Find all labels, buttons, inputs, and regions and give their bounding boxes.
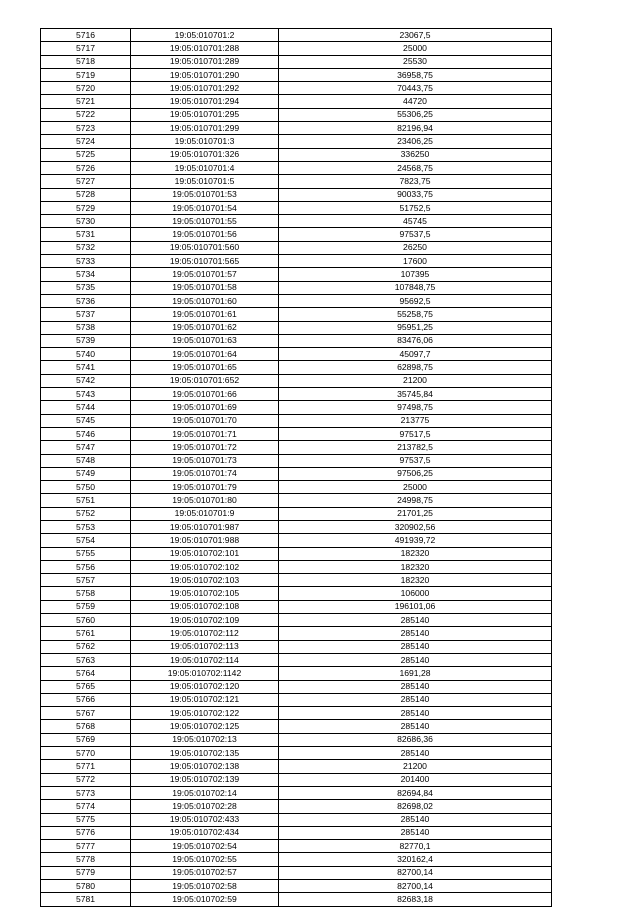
table-row [41,640,552,653]
table-row [41,95,552,108]
value-cell: 491939,72 [279,534,552,547]
table-row [41,627,552,640]
row-number-cell: 5745 [41,414,131,427]
cadastral-number-cell: 19:05:010701:652 [131,374,279,387]
cadastral-number-cell: 19:05:010701:70 [131,414,279,427]
table-row [41,321,552,334]
cadastral-number-cell: 19:05:010701:72 [131,441,279,454]
row-number-cell: 5729 [41,201,131,214]
table-row [41,108,552,121]
cadastral-number-cell: 19:05:010702:14 [131,786,279,799]
value-cell: 23406,25 [279,135,552,148]
value-cell: 285140 [279,614,552,627]
value-cell: 55258,75 [279,308,552,321]
value-cell: 62898,75 [279,361,552,374]
cadastral-number-cell: 19:05:010702:112 [131,627,279,640]
table-row [41,281,552,294]
cadastral-value-table [40,28,552,907]
table-row [41,401,552,414]
value-cell: 285140 [279,813,552,826]
row-number-cell: 5753 [41,520,131,533]
cadastral-number-cell: 19:05:010701:53 [131,188,279,201]
row-number-cell: 5759 [41,600,131,613]
cadastral-number-cell: 19:05:010702:102 [131,560,279,573]
row-number-cell: 5730 [41,215,131,228]
value-cell: 201400 [279,773,552,786]
row-number-cell: 5752 [41,507,131,520]
table-row [41,55,552,68]
value-cell: 285140 [279,680,552,693]
table-row [41,361,552,374]
value-cell: 83476,06 [279,334,552,347]
cadastral-number-cell: 19:05:010701:79 [131,481,279,494]
value-cell: 106000 [279,587,552,600]
table-row [41,255,552,268]
row-number-cell: 5768 [41,720,131,733]
value-cell: 82686,36 [279,733,552,746]
table-row [41,680,552,693]
cadastral-number-cell: 19:05:010702:120 [131,680,279,693]
table-row [41,374,552,387]
value-cell: 97537,5 [279,228,552,241]
table-row [41,893,552,906]
table-row [41,441,552,454]
table-row [41,547,552,560]
value-cell: 336250 [279,148,552,161]
value-cell: 107848,75 [279,281,552,294]
row-number-cell: 5734 [41,268,131,281]
row-number-cell: 5723 [41,122,131,135]
cadastral-number-cell: 19:05:010702:58 [131,880,279,893]
table-row [41,215,552,228]
table-row [41,853,552,866]
value-cell: 196101,06 [279,600,552,613]
cadastral-number-cell: 19:05:010701:64 [131,348,279,361]
row-number-cell: 5727 [41,175,131,188]
row-number-cell: 5747 [41,441,131,454]
row-number-cell: 5778 [41,853,131,866]
row-number-cell: 5767 [41,707,131,720]
table-row [41,760,552,773]
cadastral-number-cell: 19:05:010701:292 [131,82,279,95]
table-row [41,880,552,893]
cadastral-number-cell: 19:05:010702:109 [131,614,279,627]
table-row [41,747,552,760]
cadastral-number-cell: 19:05:010701:73 [131,454,279,467]
cadastral-number-cell: 19:05:010701:5 [131,175,279,188]
table-row [41,507,552,520]
row-number-cell: 5746 [41,427,131,440]
table-row [41,388,552,401]
cadastral-number-cell: 19:05:010701:289 [131,55,279,68]
value-cell: 36958,75 [279,68,552,81]
row-number-cell: 5735 [41,281,131,294]
value-cell: 213782,5 [279,441,552,454]
value-cell: 285140 [279,693,552,706]
table-row [41,574,552,587]
row-number-cell: 5733 [41,255,131,268]
row-number-cell: 5722 [41,108,131,121]
value-cell: 26250 [279,241,552,254]
cadastral-number-cell: 19:05:010702:113 [131,640,279,653]
table-row [41,667,552,680]
table-row [41,826,552,839]
row-number-cell: 5737 [41,308,131,321]
table-row [41,614,552,627]
cadastral-number-cell: 19:05:010702:1142 [131,667,279,680]
cadastral-number-cell: 19:05:010701:55 [131,215,279,228]
value-cell: 24568,75 [279,161,552,174]
row-number-cell: 5725 [41,148,131,161]
row-number-cell: 5758 [41,587,131,600]
cadastral-number-cell: 19:05:010702:55 [131,853,279,866]
cadastral-number-cell: 19:05:010702:108 [131,600,279,613]
table-body [41,29,552,907]
table-row [41,29,552,42]
value-cell: 1691,28 [279,667,552,680]
value-cell: 90033,75 [279,188,552,201]
cadastral-number-cell: 19:05:010701:988 [131,534,279,547]
table-row [41,454,552,467]
row-number-cell: 5776 [41,826,131,839]
value-cell: 82683,18 [279,893,552,906]
cadastral-number-cell: 19:05:010701:80 [131,494,279,507]
cadastral-number-cell: 19:05:010702:114 [131,653,279,666]
cadastral-number-cell: 19:05:010701:58 [131,281,279,294]
table-row [41,308,552,321]
value-cell: 21200 [279,374,552,387]
row-number-cell: 5742 [41,374,131,387]
table-row [41,653,552,666]
table-row [41,786,552,799]
value-cell: 21200 [279,760,552,773]
row-number-cell: 5750 [41,481,131,494]
value-cell: 44720 [279,95,552,108]
table-row [41,800,552,813]
cadastral-number-cell: 19:05:010701:4 [131,161,279,174]
cadastral-number-cell: 19:05:010701:71 [131,427,279,440]
table-row [41,135,552,148]
value-cell: 285140 [279,747,552,760]
row-number-cell: 5751 [41,494,131,507]
value-cell: 25000 [279,481,552,494]
value-cell: 285140 [279,826,552,839]
table-row [41,587,552,600]
row-number-cell: 5755 [41,547,131,560]
table-row [41,866,552,879]
row-number-cell: 5766 [41,693,131,706]
table-row [41,813,552,826]
cadastral-number-cell: 19:05:010701:565 [131,255,279,268]
value-cell: 97537,5 [279,454,552,467]
value-cell: 182320 [279,547,552,560]
value-cell: 45745 [279,215,552,228]
value-cell: 97498,75 [279,401,552,414]
row-number-cell: 5728 [41,188,131,201]
value-cell: 82694,84 [279,786,552,799]
cadastral-number-cell: 19:05:010701:290 [131,68,279,81]
table-row [41,294,552,307]
row-number-cell: 5762 [41,640,131,653]
row-number-cell: 5731 [41,228,131,241]
table-row [41,414,552,427]
row-number-cell: 5761 [41,627,131,640]
table-row [41,773,552,786]
cadastral-number-cell: 19:05:010702:433 [131,813,279,826]
cadastral-number-cell: 19:05:010702:105 [131,587,279,600]
row-number-cell: 5764 [41,667,131,680]
cadastral-number-cell: 19:05:010701:295 [131,108,279,121]
value-cell: 82700,14 [279,866,552,879]
table-row [41,268,552,281]
table-row [41,122,552,135]
table-row [41,600,552,613]
table-row [41,348,552,361]
cadastral-number-cell: 19:05:010701:65 [131,361,279,374]
row-number-cell: 5743 [41,388,131,401]
cadastral-number-cell: 19:05:010702:138 [131,760,279,773]
value-cell: 107395 [279,268,552,281]
table-row [41,720,552,733]
cadastral-number-cell: 19:05:010701:66 [131,388,279,401]
row-number-cell: 5754 [41,534,131,547]
value-cell: 70443,75 [279,82,552,95]
row-number-cell: 5772 [41,773,131,786]
value-cell: 17600 [279,255,552,268]
table-row [41,707,552,720]
cadastral-number-cell: 19:05:010702:434 [131,826,279,839]
row-number-cell: 5740 [41,348,131,361]
row-number-cell: 5770 [41,747,131,760]
table-row [41,534,552,547]
cadastral-number-cell: 19:05:010701:69 [131,401,279,414]
cadastral-number-cell: 19:05:010702:54 [131,840,279,853]
row-number-cell: 5773 [41,786,131,799]
row-number-cell: 5738 [41,321,131,334]
row-number-cell: 5744 [41,401,131,414]
value-cell: 285140 [279,627,552,640]
table-row [41,241,552,254]
cadastral-number-cell: 19:05:010702:103 [131,574,279,587]
table-row [41,520,552,533]
table-row [41,228,552,241]
cadastral-number-cell: 19:05:010702:125 [131,720,279,733]
row-number-cell: 5718 [41,55,131,68]
table-row [41,560,552,573]
cadastral-number-cell: 19:05:010702:28 [131,800,279,813]
cadastral-number-cell: 19:05:010701:560 [131,241,279,254]
value-cell: 97517,5 [279,427,552,440]
value-cell: 320162,4 [279,853,552,866]
row-number-cell: 5769 [41,733,131,746]
value-cell: 320902,56 [279,520,552,533]
value-cell: 25530 [279,55,552,68]
row-number-cell: 5780 [41,880,131,893]
cadastral-number-cell: 19:05:010701:74 [131,467,279,480]
cadastral-number-cell: 19:05:010702:101 [131,547,279,560]
value-cell: 23067,5 [279,29,552,42]
value-cell: 55306,25 [279,108,552,121]
row-number-cell: 5721 [41,95,131,108]
value-cell: 82196,94 [279,122,552,135]
cadastral-number-cell: 19:05:010701:326 [131,148,279,161]
cadastral-number-cell: 19:05:010701:56 [131,228,279,241]
value-cell: 285140 [279,653,552,666]
row-number-cell: 5757 [41,574,131,587]
value-cell: 21701,25 [279,507,552,520]
value-cell: 82770,1 [279,840,552,853]
table-row [41,481,552,494]
value-cell: 95692,5 [279,294,552,307]
cadastral-number-cell: 19:05:010701:294 [131,95,279,108]
cadastral-number-cell: 19:05:010701:54 [131,201,279,214]
table-row [41,334,552,347]
table-row [41,188,552,201]
value-cell: 25000 [279,42,552,55]
row-number-cell: 5749 [41,467,131,480]
row-number-cell: 5720 [41,82,131,95]
row-number-cell: 5726 [41,161,131,174]
row-number-cell: 5741 [41,361,131,374]
row-number-cell: 5777 [41,840,131,853]
cadastral-number-cell: 19:05:010701:987 [131,520,279,533]
cadastral-number-cell: 19:05:010702:135 [131,747,279,760]
row-number-cell: 5781 [41,893,131,906]
value-cell: 82698,02 [279,800,552,813]
cadastral-number-cell: 19:05:010702:13 [131,733,279,746]
cadastral-number-cell: 19:05:010701:60 [131,294,279,307]
row-number-cell: 5765 [41,680,131,693]
table-row [41,82,552,95]
value-cell: 285140 [279,640,552,653]
row-number-cell: 5748 [41,454,131,467]
table-row [41,201,552,214]
cadastral-number-cell: 19:05:010701:62 [131,321,279,334]
row-number-cell: 5732 [41,241,131,254]
row-number-cell: 5717 [41,42,131,55]
table-row [41,68,552,81]
table-row [41,494,552,507]
table-row [41,175,552,188]
cadastral-number-cell: 19:05:010702:57 [131,866,279,879]
row-number-cell: 5779 [41,866,131,879]
cadastral-number-cell: 19:05:010702:139 [131,773,279,786]
value-cell: 82700,14 [279,880,552,893]
row-number-cell: 5775 [41,813,131,826]
row-number-cell: 5763 [41,653,131,666]
value-cell: 95951,25 [279,321,552,334]
table-row [41,148,552,161]
cadastral-number-cell: 19:05:010702:122 [131,707,279,720]
value-cell: 213775 [279,414,552,427]
row-number-cell: 5771 [41,760,131,773]
cadastral-number-cell: 19:05:010701:61 [131,308,279,321]
value-cell: 35745,84 [279,388,552,401]
cadastral-number-cell: 19:05:010701:299 [131,122,279,135]
table-row [41,840,552,853]
value-cell: 97506,25 [279,467,552,480]
row-number-cell: 5716 [41,29,131,42]
row-number-cell: 5774 [41,800,131,813]
cadastral-number-cell: 19:05:010701:63 [131,334,279,347]
table-row [41,733,552,746]
table-row [41,693,552,706]
cadastral-number-cell: 19:05:010702:121 [131,693,279,706]
value-cell: 51752,5 [279,201,552,214]
cadastral-number-cell: 19:05:010701:3 [131,135,279,148]
table-row [41,161,552,174]
value-cell: 285140 [279,720,552,733]
row-number-cell: 5724 [41,135,131,148]
cadastral-number-cell: 19:05:010702:59 [131,893,279,906]
value-cell: 45097,7 [279,348,552,361]
row-number-cell: 5719 [41,68,131,81]
value-cell: 182320 [279,560,552,573]
table-row [41,42,552,55]
row-number-cell: 5760 [41,614,131,627]
row-number-cell: 5736 [41,294,131,307]
cadastral-number-cell: 19:05:010701:9 [131,507,279,520]
value-cell: 24998,75 [279,494,552,507]
row-number-cell: 5756 [41,560,131,573]
value-cell: 7823,75 [279,175,552,188]
cadastral-number-cell: 19:05:010701:288 [131,42,279,55]
row-number-cell: 5739 [41,334,131,347]
cadastral-number-cell: 19:05:010701:57 [131,268,279,281]
table-row [41,467,552,480]
cadastral-number-cell: 19:05:010701:2 [131,29,279,42]
value-cell: 285140 [279,707,552,720]
value-cell: 182320 [279,574,552,587]
table-row [41,427,552,440]
